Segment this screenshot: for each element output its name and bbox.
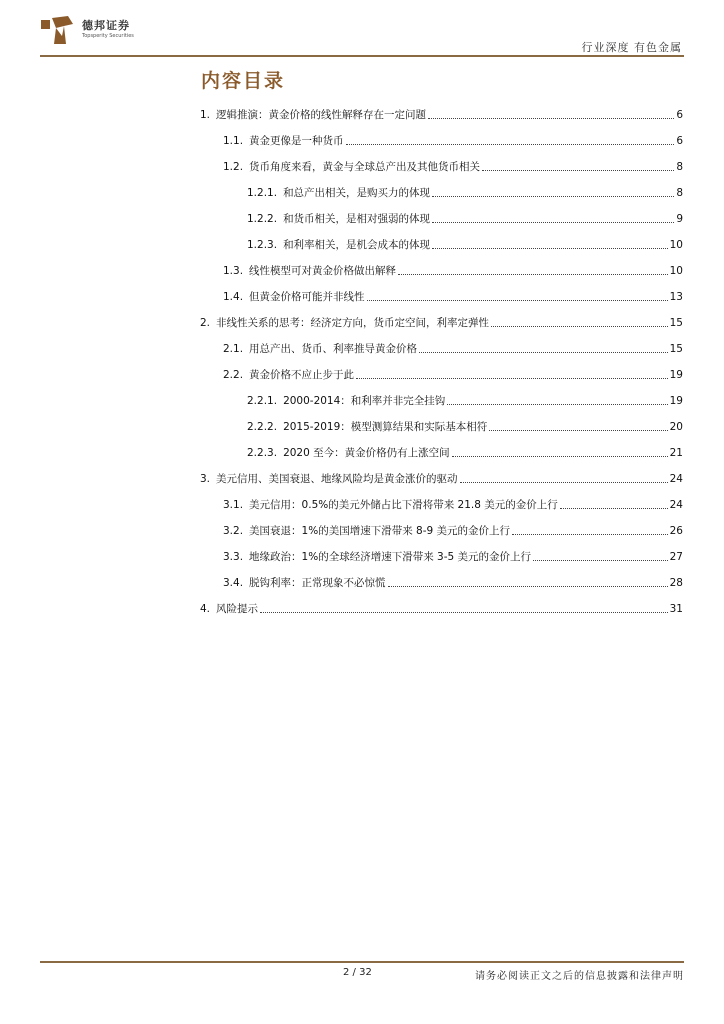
logo-icon <box>40 14 74 46</box>
toc-entry-number: 2. <box>200 317 211 329</box>
toc-entry-page: 19 <box>669 369 683 381</box>
toc-entry[interactable] <box>200 286 683 304</box>
toc-entry-page: 26 <box>669 525 683 537</box>
toc-entry-number: 3.1. <box>223 499 244 511</box>
toc-entry[interactable] <box>200 182 683 200</box>
toc-entry-number: 3.4. <box>223 577 244 589</box>
toc-entry-number: 2.1. <box>223 343 244 355</box>
toc-entry-number: 2.2.3. <box>247 447 278 459</box>
toc-entry-page: 27 <box>669 551 683 563</box>
toc-entry-title: 美国衰退：1%的美国增速下滑带来 8-9 美元的金价上行 <box>249 525 511 537</box>
toc-entry-title: 黄金更像是一种货币 <box>249 135 344 147</box>
toc-dot-leader <box>367 300 668 301</box>
toc-dot-leader <box>432 248 668 249</box>
toc-dot-leader <box>482 170 674 171</box>
toc-entry-number: 1. <box>200 109 211 121</box>
logo-text: 德邦证券 <box>82 19 130 32</box>
toc-title: 内容目录 <box>201 70 286 92</box>
toc-entry[interactable] <box>200 312 683 330</box>
toc-entry-page: 6 <box>676 135 683 147</box>
page-number: 2 / 32 <box>343 967 372 978</box>
toc-entry-title: 货币角度来看，黄金与全球总产出及其他货币相关 <box>249 161 481 173</box>
toc-dot-leader <box>432 222 674 223</box>
toc-dot-leader <box>356 378 668 379</box>
toc-dot-leader <box>460 482 668 483</box>
toc-dot-leader <box>260 612 668 613</box>
toc-entry[interactable] <box>200 546 683 564</box>
toc-entry-page: 28 <box>669 577 683 589</box>
footer-disclaimer: 请务必阅读正文之后的信息披露和法律声明 <box>475 971 684 982</box>
toc-entry-title: 逻辑推演：黄金价格的线性解释存在一定问题 <box>216 109 427 121</box>
toc-entry-number: 3. <box>200 473 211 485</box>
toc-entry-title: 用总产出、货币、利率推导黄金价格 <box>249 343 418 355</box>
toc-entry-number: 2.2.1. <box>247 395 278 407</box>
toc-entry-title: 2020 至今：黄金价格仍有上涨空间 <box>283 447 450 459</box>
toc-entry[interactable] <box>200 442 683 460</box>
toc-entry-number: 3.3. <box>223 551 244 563</box>
toc-entry[interactable] <box>200 598 683 616</box>
toc-entry[interactable] <box>200 260 683 278</box>
report-category: 行业深度 有色金属 <box>581 41 682 54</box>
header-divider <box>40 55 684 57</box>
toc-dot-leader <box>447 404 667 405</box>
toc-entry-number: 2.2. <box>223 369 244 381</box>
toc-entry[interactable] <box>200 416 683 434</box>
toc-entry-number: 1.2.3. <box>247 239 278 251</box>
toc-entry[interactable] <box>200 156 683 174</box>
toc-entry-title: 非线性关系的思考：经济定方向，货币定空间，利率定弹性 <box>216 317 490 329</box>
toc-dot-leader <box>452 456 668 457</box>
toc-entry[interactable] <box>200 234 683 252</box>
toc-entry-page: 21 <box>669 447 683 459</box>
toc-entry-title: 黄金价格不应止步于此 <box>249 369 355 381</box>
toc-dot-leader <box>419 352 668 353</box>
toc-entry-number: 1.4. <box>223 291 244 303</box>
toc-entry-title: 2015-2019：模型测算结果和实际基本相符 <box>283 421 488 433</box>
toc-entry-title: 线性模型可对黄金价格做出解释 <box>249 265 397 277</box>
toc-entry-title: 和利率相关，是机会成本的体现 <box>283 239 431 251</box>
toc-entry[interactable] <box>200 104 683 122</box>
toc-entry-page: 9 <box>676 213 683 225</box>
toc-dot-leader <box>533 560 668 561</box>
company-logo <box>40 12 160 48</box>
toc-entry-page: 24 <box>669 499 683 511</box>
toc-entry-page: 8 <box>676 161 683 173</box>
toc-dot-leader <box>489 430 667 431</box>
toc-entry-title: 和货币相关，是相对强弱的体现 <box>283 213 431 225</box>
toc-entry-number: 1.3. <box>223 265 244 277</box>
toc-entry-number: 3.2. <box>223 525 244 537</box>
footer-divider <box>40 961 684 963</box>
toc-entry-page: 20 <box>669 421 683 433</box>
toc-entry-number: 1.1. <box>223 135 244 147</box>
toc-entry-title: 2000-2014：和利率并非完全挂钩 <box>283 395 446 407</box>
toc-entry[interactable] <box>200 364 683 382</box>
toc-entry[interactable] <box>200 520 683 538</box>
toc-entry-page: 15 <box>669 317 683 329</box>
toc-entry-page: 19 <box>669 395 683 407</box>
toc-entry-number: 1.2. <box>223 161 244 173</box>
toc-entry-page: 13 <box>669 291 683 303</box>
toc-entry-page: 10 <box>669 265 683 277</box>
toc-entry-page: 31 <box>669 603 683 615</box>
toc-dot-leader <box>432 196 674 197</box>
toc-entry-page: 10 <box>669 239 683 251</box>
toc-entry[interactable] <box>200 468 683 486</box>
toc-entry-title: 脱钩利率：正常现象不必惊慌 <box>249 577 386 589</box>
toc-entry-title: 和总产出相关，是购买力的体现 <box>283 187 431 199</box>
logo-subtext: Topsperity Securities <box>82 33 134 39</box>
toc-entry-page: 15 <box>669 343 683 355</box>
toc-dot-leader <box>398 274 668 275</box>
toc-entry-page: 24 <box>669 473 683 485</box>
toc-entry-page: 6 <box>676 109 683 121</box>
toc-entry-number: 4. <box>200 603 211 615</box>
toc-entry[interactable] <box>200 494 683 512</box>
toc-dot-leader <box>491 326 668 327</box>
toc-entry-title: 地缘政治：1%的全球经济增速下滑带来 3-5 美元的金价上行 <box>249 551 532 563</box>
toc-entry-title: 风险提示 <box>216 603 259 615</box>
toc-entry-title: 但黄金价格可能并非线性 <box>249 291 365 303</box>
toc-entry-title: 美元信用：0.5%的美元外储占比下滑将带来 21.8 美元的金价上行 <box>249 499 558 511</box>
toc-dot-leader <box>428 118 674 119</box>
toc-entry-title: 美元信用、美国衰退、地缘风险均是黄金涨价的驱动 <box>216 473 458 485</box>
toc-entry-number: 1.2.1. <box>247 187 278 199</box>
toc-dot-leader <box>512 534 668 535</box>
toc-entry[interactable] <box>200 208 683 226</box>
toc-entry-number: 2.2.2. <box>247 421 278 433</box>
toc-entry[interactable] <box>200 130 683 148</box>
toc-dot-leader <box>346 144 675 145</box>
toc-entry-number: 1.2.2. <box>247 213 278 225</box>
toc-dot-leader <box>560 508 668 509</box>
toc-entry[interactable] <box>200 390 683 408</box>
page-header <box>40 12 684 56</box>
toc-entry[interactable] <box>200 338 683 356</box>
toc-dot-leader <box>388 586 668 587</box>
toc-entry[interactable] <box>200 572 683 590</box>
toc-entry-page: 8 <box>676 187 683 199</box>
